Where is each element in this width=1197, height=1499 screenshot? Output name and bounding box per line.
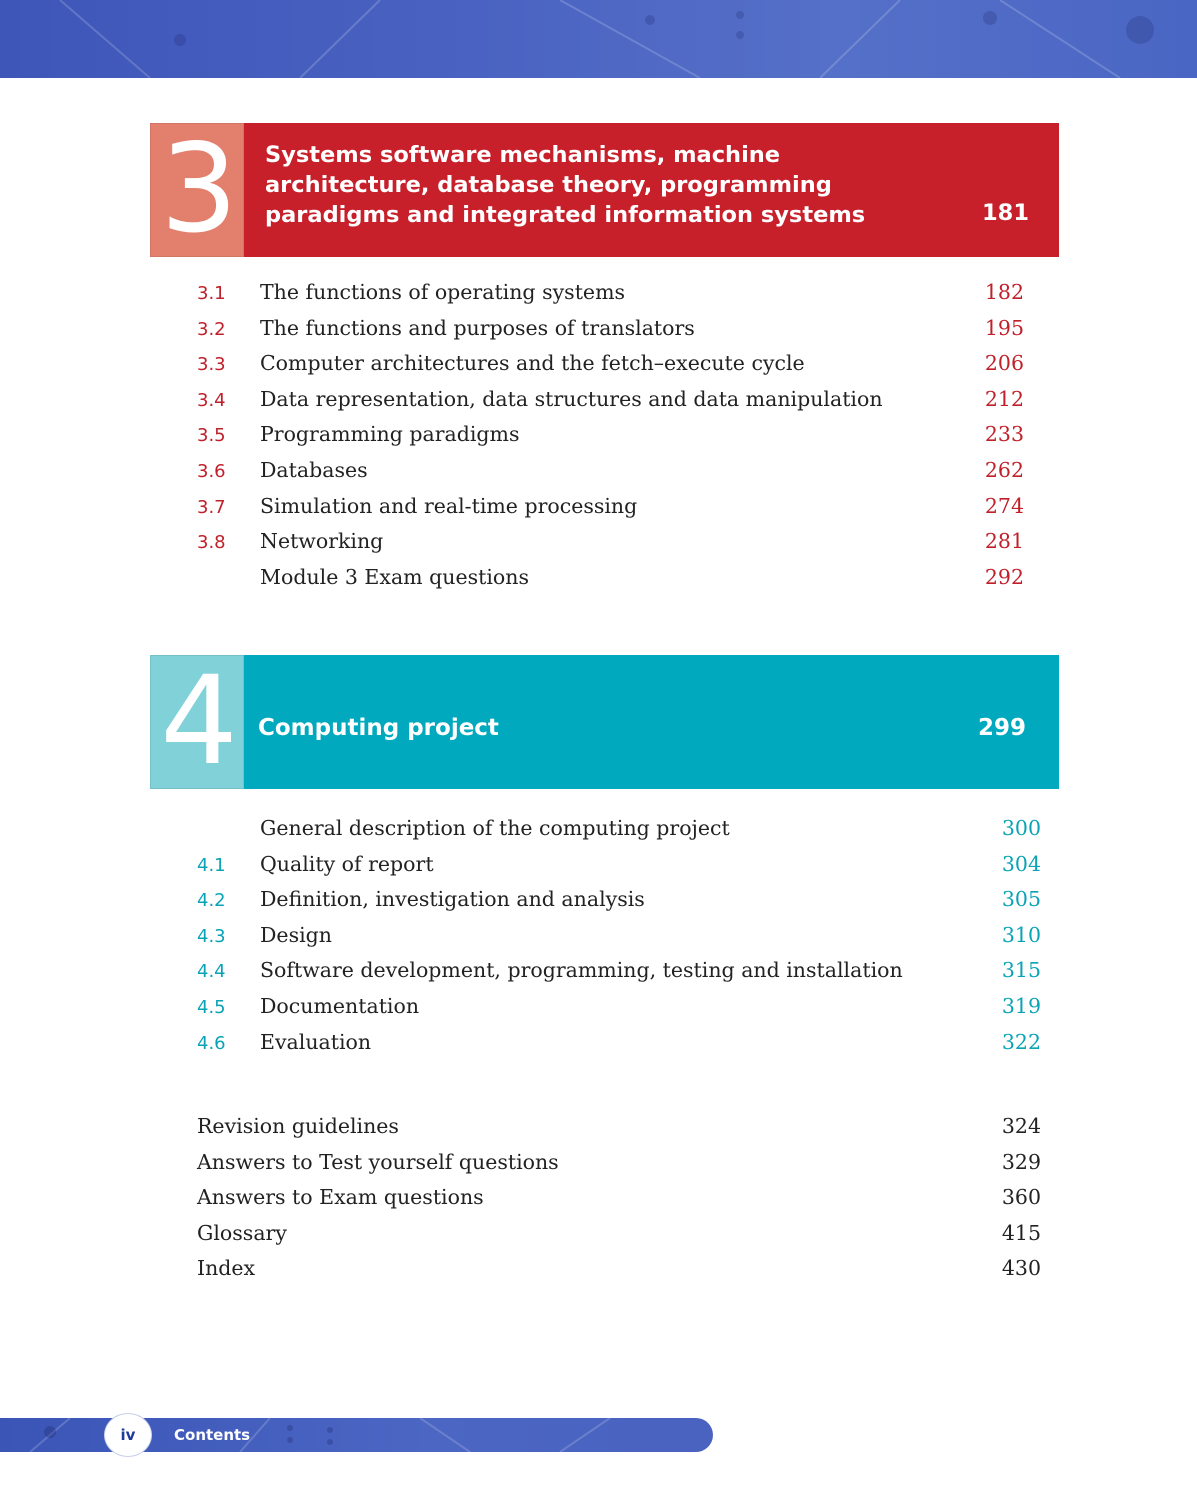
section-number: 3.7 [197,496,226,518]
toc-row[interactable] [0,492,1197,528]
toc-row[interactable] [0,1148,1197,1184]
section-title: Design [260,922,332,947]
module-3-number: 3 [160,123,234,257]
section-title: Module 3 Exam questions [260,564,529,589]
back-matter-title: Index [197,1256,256,1281]
back-matter-title: Glossary [197,1220,287,1245]
section-page: 195 [984,315,1024,340]
module-3-header[interactable] [150,123,1059,257]
toc-row[interactable] [0,1254,1197,1290]
section-title: Definition, investigation and analysis [260,887,645,912]
section-page: 206 [984,351,1024,376]
module-3-page: 181 [982,200,1029,226]
section-number: 4.1 [197,854,226,876]
section-number: 3.6 [197,460,226,482]
page-number-badge: iv [104,1413,152,1457]
module-3-title: Systems software mechanisms, machine architecture, database theory, programming paradigms and integrated information systems [265,142,866,228]
module-4-number: 4 [160,655,234,789]
module-3-title-box [244,123,1059,257]
section-number: 3.2 [197,318,226,340]
toc-row[interactable] [0,420,1197,456]
section-number: 4.2 [197,890,226,912]
section-page: 233 [984,422,1024,447]
module-4-title: Computing project [258,715,499,741]
section-page: 182 [984,280,1024,304]
section-title: General description of the computing project [260,816,730,840]
back-matter-title: Revision guidelines [197,1114,399,1138]
section-number: 3.5 [197,425,226,447]
back-matter-title: Answers to Test yourself questions [197,1149,559,1174]
footer-label: Contents [174,1426,251,1444]
toc-row[interactable] [0,1028,1197,1064]
toc-row[interactable] [0,314,1197,350]
section-number: 3.8 [197,532,226,554]
section-number: 4.5 [197,996,226,1018]
section-page: 262 [984,457,1024,482]
module-3-section-list [0,278,1197,598]
section-number: 3.1 [197,283,226,304]
back-matter-page: 329 [1001,1149,1041,1174]
section-title: Programming paradigms [260,422,520,447]
module-4-page: 299 [977,715,1026,741]
module-4-number-box [150,655,244,789]
section-page: 274 [984,493,1024,518]
section-page: 300 [1001,816,1041,840]
section-page: 319 [1001,993,1041,1018]
toc-row[interactable] [0,563,1197,599]
toc-row[interactable] [0,527,1197,563]
section-page: 315 [1001,958,1041,983]
section-number: 4.3 [197,925,226,947]
section-number: 4.6 [197,1032,226,1054]
section-title: The functions of operating systems [260,280,626,304]
section-title: Documentation [260,993,420,1018]
section-title: Databases [260,457,368,482]
toc-row[interactable] [0,885,1197,921]
toc-row[interactable] [0,814,1197,850]
banner-pattern [0,0,1197,78]
back-matter-page: 430 [1001,1256,1041,1281]
toc-row[interactable] [0,956,1197,992]
section-page: 292 [984,564,1024,589]
back-matter-page: 415 [1001,1220,1041,1245]
toc-row[interactable] [0,1219,1197,1255]
toc-row[interactable] [0,456,1197,492]
toc-row[interactable] [0,921,1197,957]
module-4-title-box [244,655,1059,789]
back-matter-list [0,1112,1197,1290]
module-3-number-box [150,123,244,257]
toc-row[interactable] [0,385,1197,421]
toc-row[interactable] [0,850,1197,886]
section-title: Data representation, data structures and data manipulation [260,386,883,411]
module-4-section-list [0,814,1197,1063]
section-page: 212 [984,386,1024,411]
toc-row[interactable] [0,349,1197,385]
toc-row[interactable] [0,992,1197,1028]
back-matter-page: 324 [1001,1114,1041,1138]
toc-row[interactable] [0,278,1197,314]
module-4-header[interactable] [150,655,1059,789]
toc-row[interactable] [0,1183,1197,1219]
section-title: Computer architectures and the fetch–execute cycle [260,351,805,376]
section-page: 322 [1001,1029,1041,1054]
section-page: 304 [1001,851,1041,876]
back-matter-page: 360 [1001,1185,1041,1210]
section-page: 310 [1001,922,1041,947]
section-page: 281 [984,529,1024,554]
section-title: Networking [260,529,384,554]
toc-row[interactable] [0,1112,1197,1148]
section-page: 305 [1001,887,1041,912]
top-decorative-banner [0,0,1197,78]
section-title: Software development, programming, testing and installation [260,958,903,983]
section-number: 4.4 [197,961,226,983]
section-number: 3.4 [197,389,226,411]
section-title: The functions and purposes of translators [260,315,695,340]
section-title: Evaluation [260,1029,372,1054]
section-number: 3.3 [197,354,226,376]
back-matter-title: Answers to Exam questions [197,1185,484,1210]
section-title: Quality of report [260,851,434,876]
section-title: Simulation and real-time processing [260,493,638,518]
